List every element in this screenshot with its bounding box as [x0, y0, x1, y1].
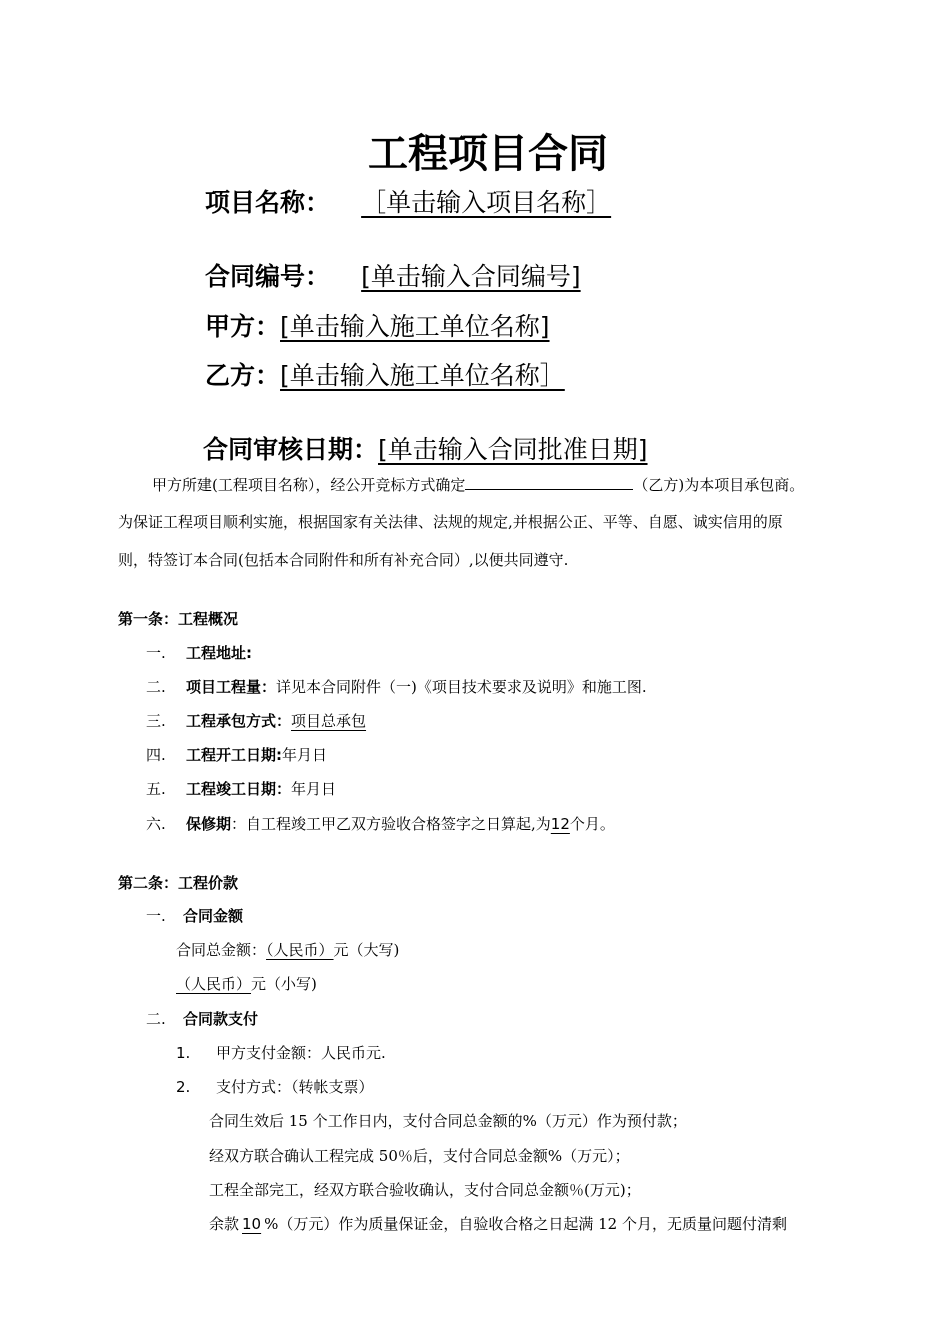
item-number: 四. [146, 746, 166, 764]
review-date-row [203, 430, 648, 466]
section-label: 合同金额 [183, 907, 244, 925]
schedule-text-a: 余款 [209, 1215, 240, 1233]
intro-text-b: （乙方)为本项目承包商。 [633, 476, 805, 494]
item-number: 六. [146, 815, 166, 833]
total-amount-words [176, 939, 399, 960]
payment-text: 支付方式：（转帐支票） [216, 1078, 374, 1096]
project-name-field[interactable]: ［单击输入项目名称］ [361, 188, 612, 217]
retention-percent: 10 [242, 1215, 262, 1233]
article-1-item [146, 642, 252, 663]
item-label: 工程地址: [186, 644, 252, 662]
party-a-row [205, 307, 550, 343]
review-date-field[interactable]: [单击输入合同批准日期] [378, 435, 648, 464]
item-text: 年月日 [282, 746, 328, 764]
payment-number: 2. [176, 1078, 191, 1096]
intro-line-3: 则，特签订本合同(包括本合同附件和所有补充合同）,以便共同遵守. [118, 551, 569, 569]
party-a-field[interactable]: [单击输入施工单位名称] [280, 312, 550, 341]
section-contract-amount [146, 905, 243, 926]
contract-number-row [205, 257, 581, 293]
item-number: 一. [146, 644, 166, 662]
section-label: 合同款支付 [183, 1010, 259, 1028]
item-number: 三. [146, 712, 166, 730]
intro-text-a: 甲方所建(工程项目名称），经公开竞标方式确定 [152, 476, 466, 494]
total-label: 合同总金额： [176, 941, 267, 959]
contractor-blank [465, 475, 633, 490]
article-1-item [146, 676, 647, 697]
total-amount-figures [176, 973, 317, 994]
payment-number: 1. [176, 1044, 191, 1062]
rmb-field: （人民币） [266, 941, 334, 959]
payment-schedule-1: 合同生效后 15 个工作日内，支付合同总金额的%（万元）作为预付款； [209, 1112, 687, 1130]
payment-schedule-4 [209, 1213, 787, 1234]
schedule-text-b: %（万元）作为质量保证金，自验收合格之日起满 12 个月，无质量问题付清剩 [264, 1215, 787, 1233]
intro-line-2: 为保证工程项目顺利实施，根据国家有关法律、法规的规定,并根据公正、平等、自愿、诚实信用的原 [118, 513, 783, 531]
contract-number-field[interactable]: [单击输入合同编号] [361, 262, 581, 291]
party-a-label: 甲方： [205, 312, 281, 341]
amount-suffix: 元（大写) [333, 941, 400, 959]
amount-suffix: 元（小写) [251, 975, 317, 993]
section-number: 一. [146, 907, 166, 925]
item-text: 年月日 [291, 780, 337, 798]
section-number: 二. [146, 1010, 166, 1028]
item-label: 工程开工日期: [186, 746, 282, 764]
item-number: 二. [146, 678, 166, 696]
article-2-heading: 第二条：工程价款 [118, 874, 239, 892]
intro-line-1 [152, 474, 804, 495]
section-payment [146, 1008, 258, 1029]
article-1-item [146, 778, 336, 799]
project-name-row [205, 183, 611, 219]
item-label: 项目工程量： [186, 678, 277, 696]
article-1-item [146, 744, 327, 765]
review-date-label: 合同审核日期： [203, 435, 379, 464]
party-b-row [205, 356, 565, 392]
item-text: ：自工程竣工甲乙双方验收合格签字之日算起,为 [231, 815, 551, 833]
warranty-months: 12 [550, 815, 570, 833]
item-label: 工程竣工日期： [186, 780, 292, 798]
payment-item-2 [176, 1076, 374, 1097]
article-1-item [146, 813, 615, 834]
item-text: 项目总承包 [291, 712, 367, 730]
article-1-item [146, 710, 366, 731]
payment-text: 甲方支付金额：人民币元. [216, 1044, 386, 1062]
party-b-label: 乙方： [205, 361, 281, 390]
rmb-field: （人民币） [176, 975, 252, 993]
project-name-label: 项目名称： [205, 188, 331, 217]
document-title: 工程项目合同 [368, 131, 608, 177]
payment-item-1 [176, 1042, 386, 1063]
item-label: 工程承包方式： [186, 712, 292, 730]
item-label: 保修期 [186, 815, 232, 833]
party-b-field[interactable]: [单击输入施工单位名称］ [280, 361, 565, 390]
contract-number-label: 合同编号： [205, 262, 331, 291]
payment-schedule-2: 经双方联合确认工程完成 50％后，支付合同总金额%（万元）； [209, 1147, 630, 1165]
payment-schedule-3: 工程全部完工，经双方联合验收确认，支付合同总金额％(万元)； [209, 1181, 641, 1199]
item-number: 五. [146, 780, 166, 798]
item-text-suffix: 个月。 [569, 815, 615, 833]
item-text: 详见本合同附件（一)《项目技术要求及说明》和施工图. [276, 678, 647, 696]
article-1-heading: 第一条：工程概况 [118, 610, 239, 628]
